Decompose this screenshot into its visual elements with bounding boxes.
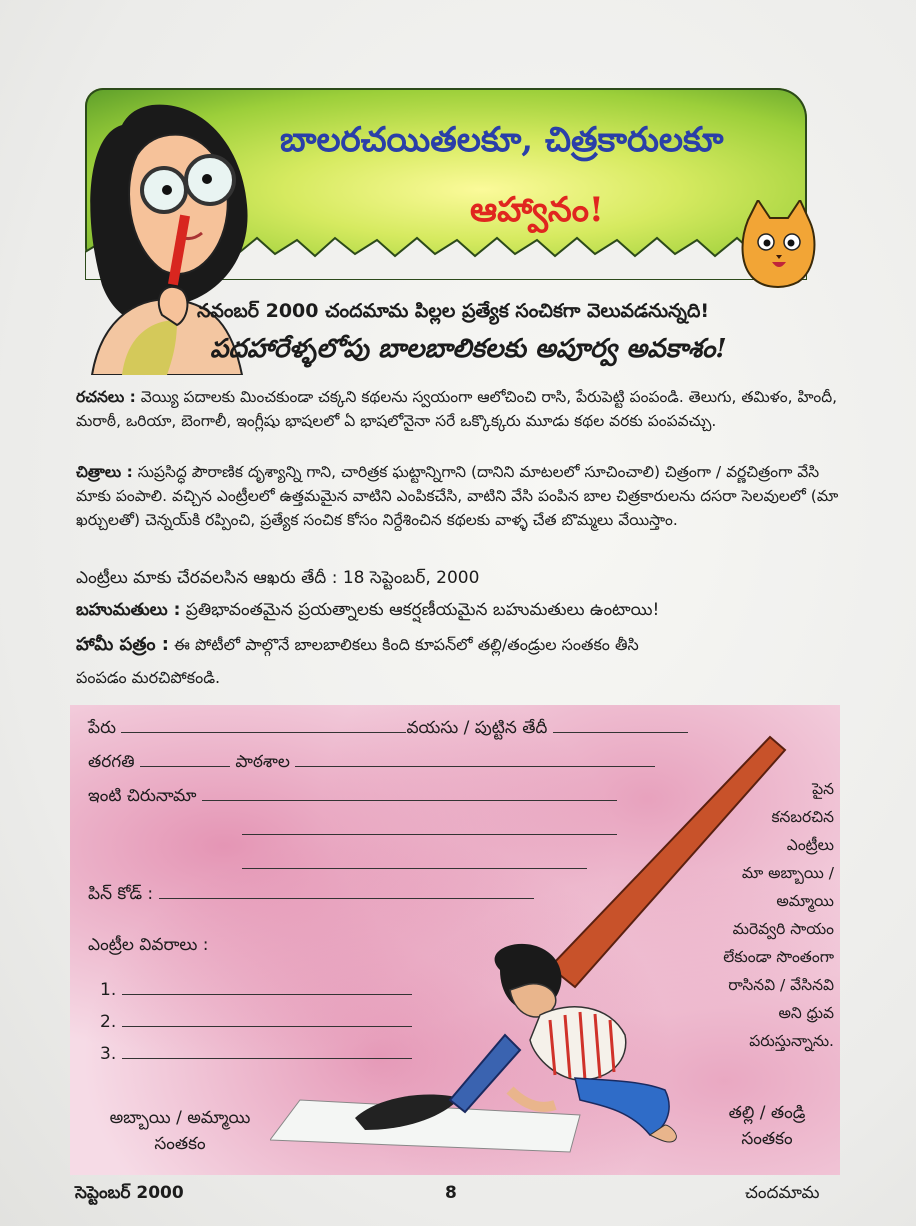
entry-input-line-1[interactable] bbox=[122, 980, 412, 995]
writings-label: రచనలు : bbox=[76, 388, 136, 406]
entry-number-3: 3. bbox=[100, 1044, 117, 1064]
announcement-line1: నవంబర్ 2000 చందమామ పిల్లల ప్రత్యేక సంచికగా వెలువడనున్నది! bbox=[197, 300, 710, 322]
address-input-line-1[interactable] bbox=[202, 786, 617, 801]
declaration-line: లేకుండా సొంతంగా bbox=[723, 948, 834, 966]
footer-magazine-name: చందమామ bbox=[745, 1183, 820, 1203]
address-line-3 bbox=[242, 854, 587, 874]
cat-illustration bbox=[738, 200, 820, 295]
parent-signature-label: తల్లి / తండ్రి bbox=[728, 1103, 806, 1123]
parent-signature-caption: సంతకం bbox=[741, 1129, 793, 1149]
pin-label: పిన్ కోడ్ : bbox=[88, 884, 154, 904]
class-label: తరగతి bbox=[88, 752, 135, 772]
child-signature[interactable] bbox=[80, 1105, 280, 1157]
class-school-row bbox=[88, 752, 655, 776]
drawings-text: సుప్రసిద్ధ పౌరాణిక దృశ్యాన్ని గాని, చారిత్రక ఘట్టాన్నిగాని (దానిని మాటలలో సూచించాలి) చిత్రంగా / వర్ణచిత్రంగా వేసి మాకు పంపాలి. వచ్చిన ఎంట్రీలలో ఉత్తమమైన వాటిని ఎంపికచేసి, వాటిని వేసి పంపిన బాల చిత్రకారులను దసరా సెలవులలో (మా ఖర్చులతో) చెన్నయ్‌కి రప్పించి, ప్రత్యేక సంచిక కోసం నిర్దేశించిన కథలకు వాళ్ళ చేత బొమ్మలు వేయిస్తాం. bbox=[76, 463, 839, 529]
pledge-line bbox=[76, 634, 639, 659]
entry-input-line-3[interactable] bbox=[122, 1044, 412, 1059]
woman-illustration bbox=[82, 95, 267, 375]
name-label: పేరు bbox=[88, 718, 117, 738]
class-input-line[interactable] bbox=[140, 752, 230, 767]
prizes-line bbox=[76, 600, 659, 624]
child-signature-label: అబ్బాయి / అమ్మాయి bbox=[109, 1108, 251, 1128]
deadline-text: ఎంట్రీలు మాకు చేరవలసిన ఆఖరు తేదీ : 18 సెప్టెంబర్, 2000 bbox=[76, 568, 480, 588]
age-label: వయసు / పుట్టిన తేదీ bbox=[406, 718, 548, 738]
name-field-row bbox=[88, 718, 688, 742]
entry-row-2 bbox=[100, 1012, 412, 1032]
drawings-paragraph bbox=[76, 460, 846, 532]
banner-subtitle: ఆహ్వానం! bbox=[470, 190, 604, 230]
address-label: ఇంటి చిరునామా bbox=[88, 786, 197, 806]
pin-input-line[interactable] bbox=[159, 884, 534, 899]
writings-text: వెయ్యి పదాలకు మించకుండా చక్కని కథలను స్వయంగా ఆలోచించి రాసి, పేరుపెట్టి పంపండి. తెలుగు, తమిళం, హిందీ, మరాఠీ, ఒరియా, బెంగాలీ, ఇంగ్లీషు భాషలలో ఏ భాషలోనైనా సరే ఒక్కొక్కరు మూడు కథల వరకు పంపవచ్చు. bbox=[76, 388, 838, 430]
child-signature-caption: సంతకం bbox=[154, 1134, 206, 1154]
entry-row-3 bbox=[100, 1044, 412, 1064]
school-input-line[interactable] bbox=[295, 752, 655, 767]
declaration-line: మరెవ్వరి సాయం bbox=[732, 920, 834, 938]
pin-row bbox=[88, 884, 534, 908]
address-line-2 bbox=[242, 820, 617, 840]
declaration-line: మా అబ్బాయి / bbox=[741, 864, 834, 882]
drawings-label: చిత్రాలు : bbox=[76, 463, 133, 481]
declaration-line: కనబరచిన bbox=[771, 808, 834, 826]
banner-title: బాలరచయితలకూ, చిత్రకారులకూ bbox=[280, 120, 724, 160]
address-row bbox=[88, 786, 617, 810]
entry-number-2: 2. bbox=[100, 1012, 117, 1032]
name-input-line[interactable] bbox=[121, 718, 406, 733]
entry-number-1: 1. bbox=[100, 980, 117, 1000]
declaration-line: రాసినవి / వేసినవి bbox=[728, 976, 834, 994]
declaration-line: అని ధ్రువ bbox=[778, 1004, 834, 1022]
parent-signature[interactable] bbox=[692, 1100, 842, 1152]
pledge-text: ఈ పోటీలో పాల్గొనే బాలబాలికలు కింది కూపన్‌లో తల్లి/తండ్రుల సంతకం తీసి bbox=[168, 635, 639, 654]
footer-date: సెప్టెంబర్ 2000 bbox=[75, 1183, 184, 1203]
announcement-line2: పదహారేళ్ళలోపు బాలబాలికలకు అపూర్వ అవకాశం! bbox=[210, 334, 727, 364]
prizes-text: ప్రతిభావంతమైన ప్రయత్నాలకు ఆకర్షణీయమైన బహుమతులు ఉంటాయి! bbox=[180, 600, 660, 620]
declaration-line: పరుస్తున్నాను. bbox=[749, 1032, 834, 1050]
pledge-label: హామీ పత్రం : bbox=[76, 634, 169, 655]
page-number: 8 bbox=[445, 1183, 457, 1203]
address-input-line-2[interactable] bbox=[242, 820, 617, 835]
declaration-line: అమ్మాయి bbox=[776, 892, 834, 910]
declaration-text bbox=[684, 775, 834, 1055]
entries-label: ఎంట్రీల వివరాలు : bbox=[88, 935, 209, 955]
writings-paragraph bbox=[76, 385, 846, 433]
declaration-line: ఎంట్రీలు bbox=[786, 836, 834, 854]
pledge-text-continued: పంపడం మరచిపోకండి. bbox=[76, 668, 221, 687]
school-label: పాఠశాల bbox=[235, 752, 290, 772]
entry-row-1 bbox=[100, 980, 412, 1000]
prizes-label: బహుమతులు : bbox=[76, 600, 181, 620]
age-input-line[interactable] bbox=[553, 718, 688, 733]
address-input-line-3[interactable] bbox=[242, 854, 587, 869]
declaration-line: పైన bbox=[812, 780, 834, 798]
entry-input-line-2[interactable] bbox=[122, 1012, 412, 1027]
